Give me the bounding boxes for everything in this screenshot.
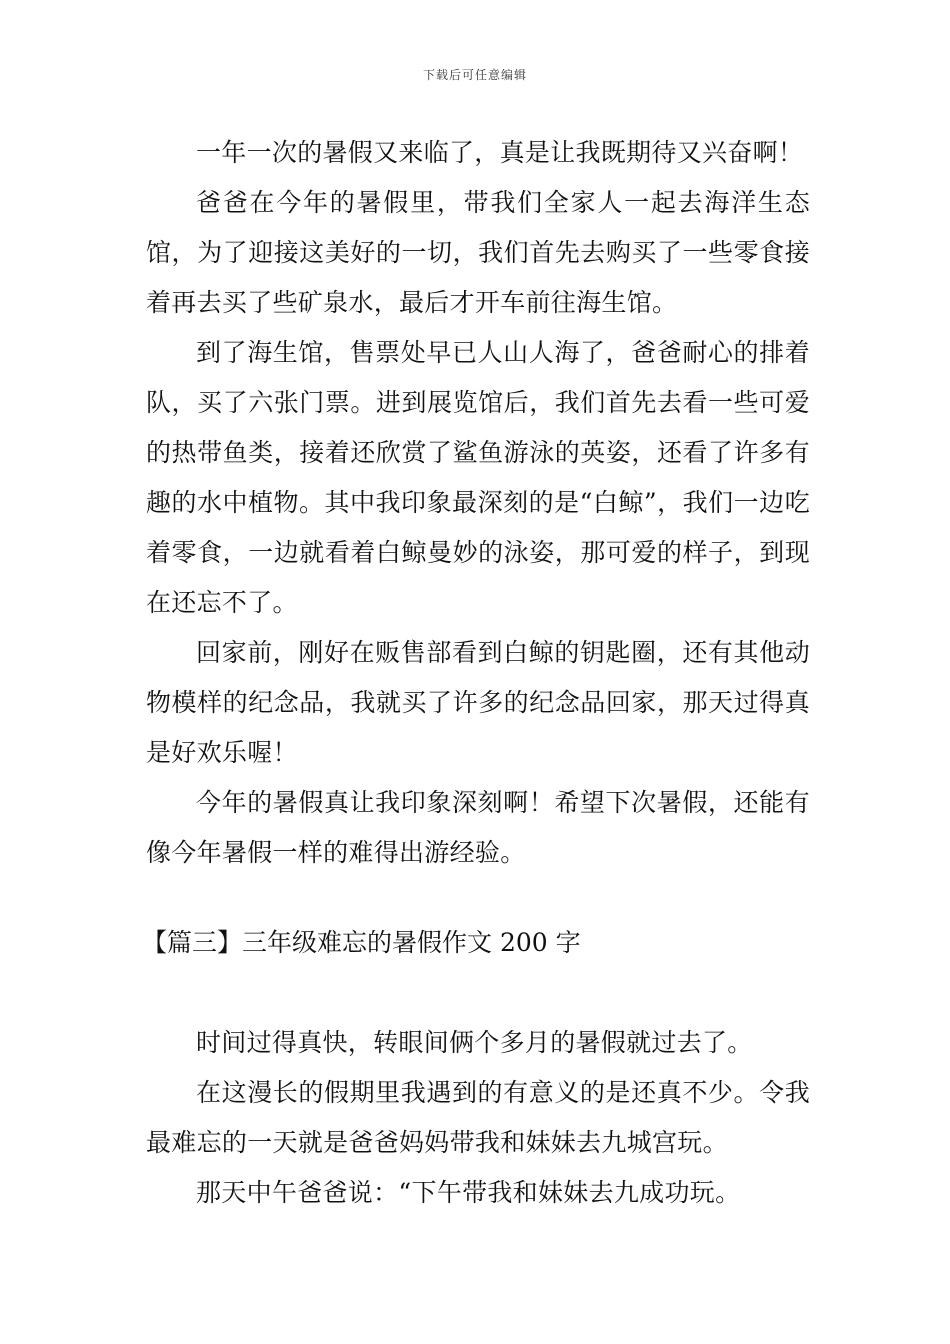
paragraph: 今年的暑假真让我印象深刻啊！希望下次暑假，还能有像今年暑假一样的难得出游经验。 <box>146 788 810 867</box>
section-title: 【篇三】三年级难忘的暑假作文 200 字 <box>142 928 581 957</box>
document-body <box>142 128 810 1218</box>
header-note: 下载后可任意编辑 <box>422 68 527 82</box>
paragraph: 那天中午爸爸说：“下午带我和妹妹去九成功玩。 <box>196 1178 741 1207</box>
paragraph: 一年一次的暑假又来临了，真是让我既期待又兴奋啊！ <box>196 138 804 167</box>
paragraph: 爸爸在今年的暑假里，带我们全家人一起去海洋生态馆，为了迎接这美好的一切，我们首先去购买了一些零食接着再去买了些矿泉水，最后才开车前往海生馆。 <box>146 188 810 317</box>
paragraph: 到了海生馆，售票处早已人山人海了，爸爸耐心的排着队，买了六张门票。进到展览馆后，我们首先去看一些可爱的热带鱼类，接着还欣赏了鲨鱼游泳的英姿，还看了许多有趣的水中植物。其中我印象最深刻的是“白鲸”，我们一边吃着零食，一边就看着白鲸曼妙的泳姿，那可爱的样子，到现在还忘不了。 <box>146 338 810 617</box>
paragraph: 时间过得真快，转眼间俩个多月的暑假就过去了。 <box>196 1028 753 1057</box>
paragraph: 在这漫长的假期里我遇到的有意义的是还真不少。令我最难忘的一天就是爸爸妈妈带我和妹妹去九城宫玩。 <box>146 1078 810 1157</box>
paragraph: 回家前，刚好在贩售部看到白鲸的钥匙圈，还有其他动物模样的纪念品，我就买了许多的纪念品回家，那天过得真是好欢乐喔！ <box>146 638 810 767</box>
